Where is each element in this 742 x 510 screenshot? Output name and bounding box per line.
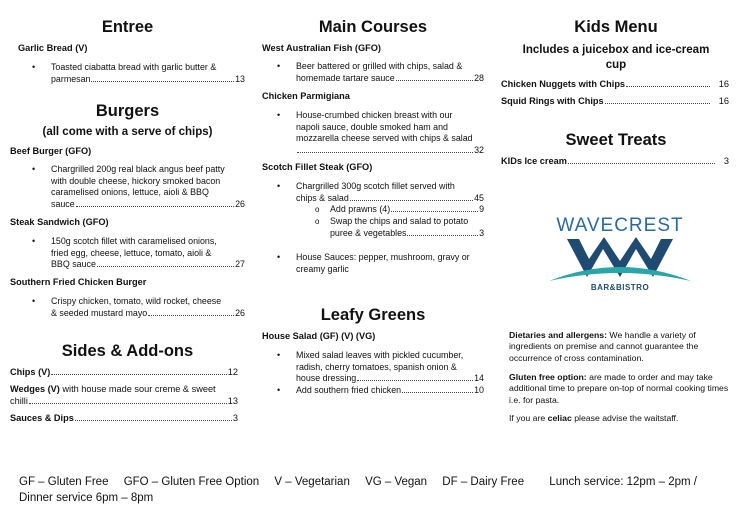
- menu-item-steak-sandwich: [10, 217, 245, 229]
- leafy-greens-heading: Leafy Greens: [320, 306, 426, 324]
- item-description: [32, 62, 245, 85]
- menu-item-scotch-fillet: [262, 162, 484, 174]
- desc-line: Chargrilled 200g real black angus beef patty: [51, 164, 225, 174]
- kids-menu-heading: Kids Menu: [574, 18, 658, 36]
- item-price: 3: [232, 413, 238, 423]
- desc-line: & seeded mustard mayo: [51, 307, 148, 318]
- dot-leader: [297, 152, 473, 153]
- item-description: [277, 61, 484, 84]
- menu-item-beef-burger: [10, 146, 245, 158]
- desc-line: puree & vegetables: [330, 227, 407, 238]
- desc-line: 150g scotch fillet with caramelised onions,: [51, 236, 217, 246]
- dot-leader: [407, 235, 478, 236]
- menu-item-chicken-nuggets: [501, 79, 729, 91]
- item-price: 26: [235, 198, 245, 209]
- price-line: [501, 156, 729, 168]
- menu-item-chicken-burger: [10, 277, 245, 289]
- price-line: [501, 79, 729, 91]
- item-name: Chips (V): [10, 367, 51, 377]
- bullet-icon: •: [32, 62, 36, 72]
- item-price: 16: [718, 79, 729, 89]
- desc-line: creamy garlic: [296, 263, 349, 274]
- legend-vg: VG – Vegan: [365, 476, 428, 488]
- lunch-hours: Lunch service: 12pm – 2pm /: [549, 476, 697, 488]
- column-left: [10, 0, 245, 470]
- item-name: House Salad (GF) (V) (VG): [262, 331, 376, 341]
- menu-item-wedges: [10, 384, 238, 407]
- bullet-icon: •: [277, 350, 281, 360]
- dietaries-note: [509, 330, 729, 364]
- item-price: 9: [479, 204, 484, 214]
- price-line: [296, 193, 484, 205]
- price-line: [501, 96, 729, 108]
- menu-item-ice-cream: [501, 156, 729, 168]
- desc-line: Add southern fried chicken: [296, 385, 402, 395]
- desc-line: fried egg, cheese, lettuce, tomato, aioli &: [51, 247, 212, 258]
- dot-leader: [391, 211, 478, 212]
- item-price: 26: [235, 307, 245, 318]
- item-price: 32: [474, 144, 484, 155]
- item-price: 16: [718, 96, 729, 106]
- desc-line: Beer battered or grilled with chips, salad &: [296, 61, 463, 71]
- bullet-icon: •: [32, 236, 36, 246]
- item-price: 28: [474, 72, 484, 83]
- desc-line: House Sauces: pepper, mushroom, gravy or: [296, 252, 470, 262]
- note-text: please advise the waitstaff.: [571, 413, 679, 423]
- bullet-icon: •: [277, 61, 281, 71]
- bullet-icon: •: [277, 385, 281, 395]
- item-description: [32, 164, 245, 210]
- item-name: KIDs Ice cream: [501, 156, 567, 166]
- dinner-hours: Dinner service 6pm – 8pm: [19, 491, 154, 504]
- item-name: Beef Burger (GFO): [10, 146, 92, 156]
- menu-item-squid-rings: [501, 96, 729, 108]
- price-line: [10, 396, 238, 408]
- kids-menu-subheading-2: cup: [605, 59, 627, 71]
- price-line: [10, 413, 238, 425]
- bullet-icon: •: [277, 252, 281, 262]
- house-sauces-note: [277, 252, 484, 275]
- item-price: 13: [235, 73, 245, 84]
- dot-leader: [357, 380, 473, 381]
- bullet-icon: •: [32, 296, 36, 306]
- menu-item-garlic-bread: [18, 43, 245, 55]
- price-line: [51, 308, 245, 320]
- item-description: [277, 181, 484, 204]
- menu-item-sauces: [10, 413, 238, 425]
- dot-leader: [568, 163, 715, 164]
- price-line: [296, 373, 484, 385]
- menu-item-fish: [262, 43, 484, 55]
- price-line: [51, 259, 245, 271]
- item-description: [32, 236, 245, 271]
- wavecrest-logo: [545, 215, 695, 295]
- legend-gf: GF – Gluten Free: [19, 476, 109, 488]
- menu-item-parmigiana: [262, 91, 484, 103]
- legend-gfo: GFO – Gluten Free Option: [123, 476, 260, 488]
- note-text: We handle a variety of ingredients on premise and cannot guarantee the occurrence of cross contamination.: [509, 330, 699, 363]
- bullet-icon: •: [277, 110, 281, 120]
- bullet-icon: •: [32, 164, 36, 174]
- dot-leader: [402, 392, 473, 393]
- price-line: [296, 73, 484, 85]
- item-price: 12: [227, 367, 238, 377]
- celiac-note: [509, 413, 729, 424]
- note-text: If you are: [509, 413, 548, 423]
- kids-menu-subheading: Includes a juicebox and ice-cream: [522, 44, 710, 56]
- burgers-subheading: (all come with a serve of chips): [42, 126, 213, 138]
- item-price: 27: [235, 259, 245, 269]
- item-price: 3: [479, 227, 484, 238]
- desc-line: napoli sauce, double smoked ham and: [296, 121, 448, 132]
- price-line: [330, 204, 484, 216]
- item-price: 14: [474, 373, 484, 383]
- steak-addon-prawns: [315, 204, 484, 216]
- dot-leader: [626, 86, 710, 87]
- item-line: [10, 384, 238, 396]
- entree-heading: Entree: [101, 18, 154, 36]
- desc-line: mozzarella cheese served with chips & salad: [296, 133, 473, 143]
- item-detail: chilli: [10, 395, 28, 406]
- salad-addon: [277, 385, 484, 397]
- note-label: Dietaries and allergens:: [509, 330, 608, 340]
- desc-line: Swap the chips and salad to potato: [330, 216, 469, 226]
- dot-leader: [51, 374, 226, 375]
- item-name: Squid Rings with Chips: [501, 96, 604, 106]
- dot-leader: [75, 420, 232, 421]
- desc-line: sauce: [51, 198, 75, 209]
- dot-leader: [97, 266, 234, 267]
- item-name: Steak Sandwich (GFO): [10, 217, 109, 227]
- dot-leader: [148, 315, 234, 316]
- note-text: are made to order and may take additional time to prepare on-top of normal cooking times i.e. for pasta.: [509, 372, 729, 405]
- dot-leader: [29, 403, 227, 404]
- item-name: Wedges (V): [10, 384, 60, 394]
- burgers-heading: Burgers: [95, 102, 160, 120]
- dot-leader: [91, 81, 234, 82]
- logo-w-mark: [545, 215, 695, 287]
- desc-line: Toasted ciabatta bread with garlic butter &: [51, 62, 217, 72]
- item-name: West Australian Fish (GFO): [262, 43, 381, 53]
- footer-line-1: [19, 475, 734, 491]
- dot-leader: [396, 80, 473, 81]
- desc-line: caramelised onions, lettuce, aioli & BBQ: [51, 187, 209, 197]
- sub-bullet-icon: o: [315, 217, 320, 226]
- item-price: 10: [474, 385, 484, 395]
- legend-v: V – Vegetarian: [274, 476, 350, 488]
- item-description: [32, 296, 245, 319]
- price-line: [296, 145, 484, 157]
- gluten-free-note: [509, 372, 729, 406]
- desc-line: House-crumbed chicken breast with our: [296, 110, 453, 120]
- desc-line: chips & salad: [296, 192, 349, 203]
- desc-line: radish, cherry tomatoes, spanish onion &: [296, 361, 457, 372]
- desc-line: with double cheese, hickory smoked bacon: [51, 175, 221, 186]
- legend-df: DF – Dairy Free: [442, 476, 525, 488]
- dot-leader: [76, 206, 234, 207]
- price-line: [10, 367, 238, 379]
- legend-footer: [19, 475, 734, 506]
- main-courses-heading: Main Courses: [318, 18, 428, 36]
- item-description: [277, 110, 484, 156]
- item-price: 13: [227, 395, 238, 406]
- sub-bullet-icon: o: [315, 205, 320, 214]
- steak-addon-swap: [315, 216, 484, 239]
- desc-line: homemade tartare sauce: [296, 72, 395, 83]
- item-name: Scotch Fillet Steak (GFO): [262, 162, 373, 172]
- menu-item-house-salad: [262, 331, 484, 343]
- item-name: Sauces & Dips: [10, 413, 74, 423]
- price-line: [296, 385, 484, 397]
- dot-leader: [350, 200, 473, 201]
- item-name: Garlic Bread (V): [18, 43, 88, 53]
- logo-tagline: BAR&BISTRO: [590, 283, 650, 292]
- desc-line: BBQ sauce: [51, 259, 96, 269]
- desc-line: house dressing: [296, 373, 357, 383]
- item-name: Southern Fried Chicken Burger: [10, 277, 147, 287]
- logo-brand-text: WAVECREST: [556, 215, 684, 236]
- item-name: Chicken Nuggets with Chips: [501, 79, 626, 89]
- price-line: [51, 74, 245, 86]
- column-right: [501, 0, 731, 470]
- price-line: [51, 199, 245, 211]
- sides-heading: Sides & Add-ons: [61, 342, 194, 360]
- desc-line: Mixed salad leaves with pickled cucumber,: [296, 350, 464, 360]
- item-price: 3: [723, 156, 729, 166]
- note-label: Gluten free option:: [509, 372, 587, 382]
- menu-item-chips: [10, 367, 238, 379]
- sweet-treats-heading: Sweet Treats: [565, 131, 667, 149]
- item-price: 45: [474, 192, 484, 203]
- desc-line: Crispy chicken, tomato, wild rocket, cheese: [51, 296, 222, 306]
- desc-line: Chargrilled 300g scotch fillet served with: [296, 181, 455, 191]
- desc-line: Add prawns (4): [330, 204, 391, 214]
- item-name: Chicken Parmigiana: [262, 91, 350, 101]
- desc-line: parmesan: [51, 73, 91, 84]
- bullet-icon: •: [277, 181, 281, 191]
- price-line: [330, 228, 484, 240]
- note-label: celiac: [547, 413, 572, 423]
- column-middle: [262, 0, 484, 470]
- dot-leader: [605, 103, 710, 104]
- item-detail: with house made sour creme & sweet: [59, 384, 216, 394]
- item-description: [277, 350, 484, 385]
